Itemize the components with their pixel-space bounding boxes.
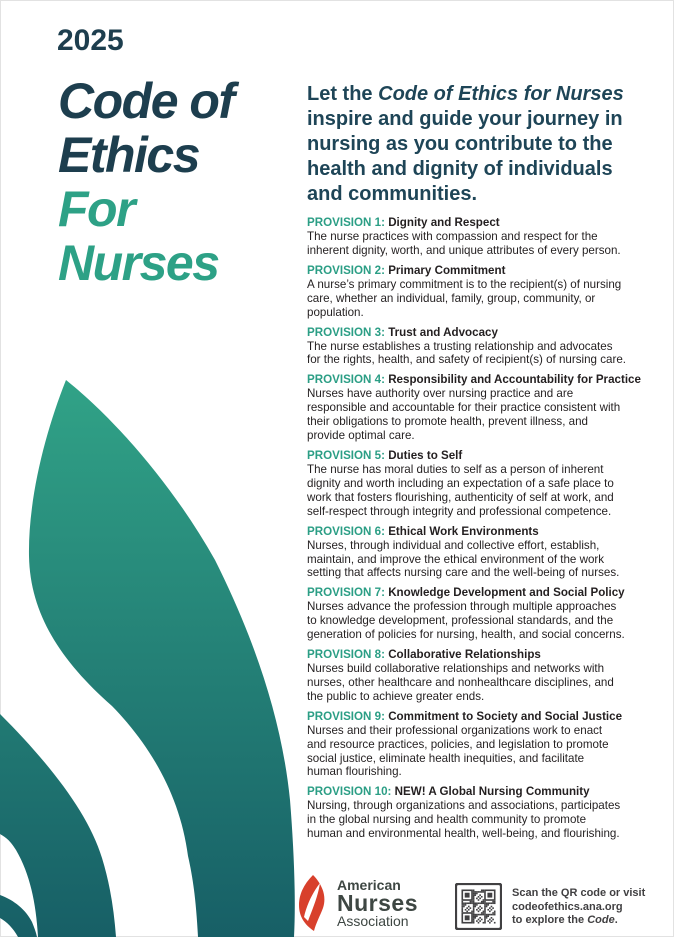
provision-heading xyxy=(307,525,667,539)
qr-instructions xyxy=(512,887,645,928)
provision-heading xyxy=(307,264,667,278)
provision-item-7 xyxy=(307,586,667,642)
intro-rest: inspire and guide your journey in nursing as you contribute to the health and dignity of individuals and communities. xyxy=(307,108,623,205)
provision-label: PROVISION 8: xyxy=(307,648,385,662)
provision-item-4 xyxy=(307,373,667,443)
content-column xyxy=(307,82,667,847)
provision-item-9 xyxy=(307,710,667,780)
provision-title: NEW! A Global Nursing Community xyxy=(394,785,590,799)
provision-title: Ethical Work Environments xyxy=(388,524,539,538)
provision-label: PROVISION 1: xyxy=(307,216,385,229)
title-line-code-of: Code of xyxy=(58,73,234,129)
provision-title: Responsibility and Accountability for Practice xyxy=(388,373,641,387)
ana-word-nurses: Nurses xyxy=(337,889,418,916)
provision-title: Dignity and Respect xyxy=(388,216,500,229)
title-line-nurses: Nurses xyxy=(58,235,219,291)
provision-body: Nurses advance the profession through multiple approaches to knowledge development, professional standards, and the generation of policies for nursing, health, and social concerns. xyxy=(307,600,625,642)
provision-body: Nurses have authority over nursing practice and are responsible and accountable for their practice consistent with their obligations to promote health, prevent illness, and provide optimal care. xyxy=(307,387,621,443)
page-title xyxy=(58,74,234,290)
provision-title: Duties to Self xyxy=(388,448,463,462)
provision-label: PROVISION 5: xyxy=(307,448,385,462)
provision-title: Knowledge Development and Social Policy xyxy=(388,586,625,600)
provision-item-6 xyxy=(307,525,667,581)
provision-title: Collaborative Relationships xyxy=(388,648,541,662)
provision-body: The nurse practices with compassion and respect for the inherent dignity, worth, and unique attributes of every person. xyxy=(307,230,621,257)
ana-logo xyxy=(297,875,418,931)
ana-word-association: Association xyxy=(337,912,409,929)
provision-body: Nurses and their professional organizations work to enact and resource practices, policies, and legislation to promote social justice, eliminate health inequities, and facilitate human flourishing. xyxy=(307,723,609,779)
provision-body: The nurse establishes a trusting relationship and advocates for the rights, health, and safety of recipient(s) of nursing care. xyxy=(307,339,626,367)
provision-heading xyxy=(307,710,667,724)
year-label: 2025 xyxy=(57,24,124,57)
provision-body: Nurses build collaborative relationships and networks with nurses, other healthcare and nonhealthcare disciplines, and the public to achieve greater ends. xyxy=(307,662,614,703)
provision-label: PROVISION 7: xyxy=(307,586,385,600)
provision-label: PROVISION 10: xyxy=(307,785,392,799)
intro-prefix: Let the xyxy=(307,83,379,105)
provision-heading xyxy=(307,785,667,799)
provision-label: PROVISION 2: xyxy=(307,263,385,277)
provision-body: Nursing, through organizations and associations, participates in the global nursing and health community to promote human and environmental health, well-being, and flourishing. xyxy=(307,799,621,841)
provision-label: PROVISION 9: xyxy=(307,709,385,723)
code-italic: Code xyxy=(587,914,615,926)
provision-title: Commitment to Society and Social Justice xyxy=(388,709,623,723)
provision-item-3 xyxy=(307,326,667,368)
provision-heading xyxy=(307,586,667,600)
provision-heading xyxy=(307,326,667,340)
provision-heading xyxy=(307,216,667,230)
provision-label: PROVISION 4: xyxy=(307,373,385,387)
provision-item-10 xyxy=(307,785,667,841)
ana-flame-icon xyxy=(297,875,327,931)
ana-word-american: American xyxy=(337,876,401,893)
provision-label: PROVISION 3: xyxy=(307,325,385,339)
provision-item-8 xyxy=(307,648,667,704)
qr-code-image xyxy=(455,883,502,930)
provision-body: The nurse has moral duties to self as a person of inherent dignity and worth including an expectation of a safe place to work that fosters flourishing, authenticity of self at work, and self-respect through integrity and professional competence. xyxy=(307,462,614,518)
provision-heading xyxy=(307,449,667,463)
provision-item-5 xyxy=(307,449,667,519)
ana-logo-text xyxy=(337,878,418,929)
title-line-ethics: Ethics xyxy=(58,127,200,183)
qr-url: codeofethics.ana.org xyxy=(512,900,623,913)
provisions-list xyxy=(307,216,667,841)
intro-paragraph xyxy=(307,82,667,207)
provision-item-1 xyxy=(307,216,667,258)
qr-instructions-line3: to explore the Code. xyxy=(512,914,618,926)
provision-label: PROVISION 6: xyxy=(307,524,385,538)
provision-body: A nurse’s primary commitment is to the recipient(s) of nursing care, whether an individual, family, group, community, or population. xyxy=(307,277,622,319)
provision-body: Nurses, through individual and collective effort, establish, maintain, and improve the ethical environment of the work setting that affects nursing care and the well-being of nurses. xyxy=(307,538,620,580)
provision-heading xyxy=(307,373,667,387)
intro-book-title: Code of Ethics for Nurses xyxy=(378,83,624,105)
provision-heading xyxy=(307,648,667,662)
provision-title: Trust and Advocacy xyxy=(388,325,498,339)
provision-item-2 xyxy=(307,264,667,320)
provision-title: Primary Commitment xyxy=(388,263,506,277)
qr-instructions-line1: Scan the QR code or visit xyxy=(512,887,646,899)
title-line-for: For xyxy=(58,181,135,237)
footer xyxy=(0,872,674,937)
